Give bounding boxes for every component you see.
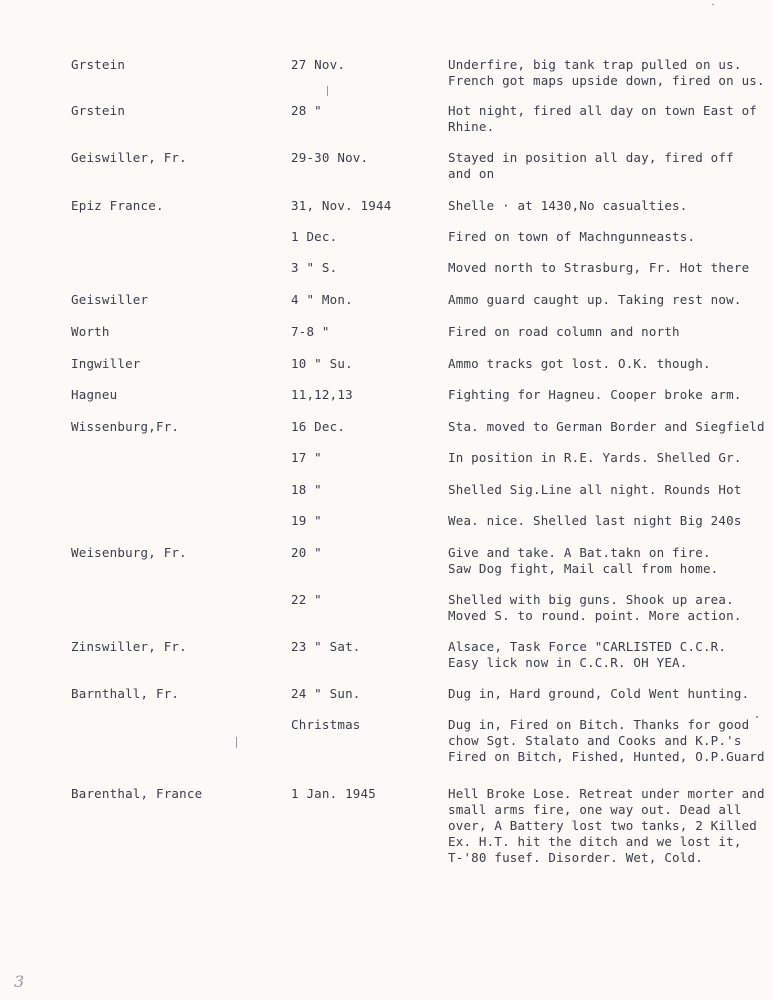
entry-notes (448, 686, 773, 702)
entry-date: 27 Nov. (291, 57, 346, 72)
entry-place: Grstein (71, 57, 126, 72)
entry-place: Epiz France. (71, 198, 164, 213)
entry-note-line: Fired on road column and north (448, 324, 680, 339)
entry-date: 7-8 " (291, 324, 330, 339)
entry-note-line: Stayed in position all day, fired off (448, 150, 734, 165)
entry-note-line: Moved north to Strasburg, Fr. Hot there (448, 260, 750, 275)
entry-note-line: Moved S. to round. point. More action. (448, 608, 742, 623)
entry-date: 24 " Sun. (291, 686, 361, 701)
entry-place: Grstein (71, 103, 126, 118)
entry-note-line: Fired on town of Machngunneasts. (448, 229, 696, 244)
entry-notes (448, 292, 773, 308)
entry-note-line: Easy lick now in C.C.R. OH YEA. (448, 655, 688, 670)
entry-note-line: Hot night, fired all day on town East of (448, 103, 758, 118)
entry-note-line: Shelle · at 1430,No casualties. (448, 198, 688, 213)
entry-note-line: Ammo guard caught up. Taking rest now. (448, 292, 742, 307)
entry-note-line: Fighting for Hagneu. Cooper broke arm. (448, 387, 742, 402)
entry-notes (448, 57, 773, 89)
entry-note-line: French got maps upside down, fired on us. (448, 73, 765, 88)
entry-notes (448, 324, 773, 340)
entry-note-line: Dug in, Hard ground, Cold Went hunting. (448, 686, 750, 701)
entry-date: 17 " (291, 450, 322, 465)
entry-note-line: Hell Broke Lose. Retreat under morter and (448, 786, 765, 801)
entry-note-line: Ex. H.T. hit the ditch and we lost it, (448, 834, 742, 849)
entry-note-line: small arms fire, one way out. Dead all (448, 802, 742, 817)
entry-place: Zinswiller, Fr. (71, 639, 187, 654)
entry-place: Wissenburg,Fr. (71, 419, 180, 434)
entry-note-line: chow Sgt. Stalato and Cooks and K.P.'s (448, 733, 742, 748)
entry-note-line: Give and take. A Bat.takn on fire. (448, 545, 711, 560)
entry-date: 1 Dec. (291, 229, 338, 244)
entry-date: 1 Jan. 1945 (291, 786, 376, 801)
entry-notes (448, 717, 773, 765)
entry-date: Christmas (291, 717, 361, 732)
entry-place: Ingwiller (71, 356, 141, 371)
entry-date: 3 " S. (291, 260, 338, 275)
entry-date: 31, Nov. 1944 (291, 198, 392, 213)
entry-note-line: Wea. nice. Shelled last night Big 240s (448, 513, 742, 528)
entry-notes (448, 229, 773, 245)
entry-date: 19 " (291, 513, 322, 528)
entry-notes (448, 545, 773, 577)
entry-note-line: Dug in, Fired on Bitch. Thanks for good (448, 717, 750, 732)
entry-date: 29-30 Nov. (291, 150, 369, 165)
entry-notes (448, 482, 773, 498)
entry-date: 28 " (291, 103, 322, 118)
entry-note-line: Fired on Bitch, Fished, Hunted, O.P.Guard (448, 749, 765, 764)
entry-date: 18 " (291, 482, 322, 497)
entry-date: 22 " (291, 592, 322, 607)
entry-note-line: Alsace, Task Force "CARLISTED C.C.R. (448, 639, 727, 654)
entry-notes (448, 198, 773, 214)
entry-notes (448, 450, 773, 466)
entry-notes (448, 639, 773, 671)
entry-note-line: T-'80 fusef. Disorder. Wet, Cold. (448, 850, 703, 865)
entry-place: Barnthall, Fr. (71, 686, 180, 701)
entry-notes (448, 419, 773, 435)
entry-place: Worth (71, 324, 110, 339)
entry-place: Weisenburg, Fr. (71, 545, 187, 560)
entry-notes (448, 356, 773, 372)
entry-notes (448, 786, 773, 866)
entry-notes (448, 592, 773, 624)
entry-note-line: Shelled Sig.Line all night. Rounds Hot (448, 482, 742, 497)
page-number-mark: 3 (14, 972, 25, 991)
entry-note-line: Sta. moved to German Border and Siegfield (448, 419, 765, 434)
entry-note-line: Shelled with big guns. Shook up area. (448, 592, 734, 607)
entry-date: 10 " Su. (291, 356, 353, 371)
entry-notes (448, 103, 773, 135)
entry-note-line: Underfire, big tank trap pulled on us. (448, 57, 742, 72)
entry-date: 4 " Mon. (291, 292, 353, 307)
entry-date: 11,12,13 (291, 387, 353, 402)
entry-note-line: Saw Dog fight, Mail call from home. (448, 561, 719, 576)
entry-date: 20 " (291, 545, 322, 560)
entry-notes (448, 260, 773, 276)
entry-place: Geiswiller (71, 292, 149, 307)
entry-place: Hagneu (71, 387, 118, 402)
entry-notes (448, 387, 773, 403)
entry-note-line: Ammo tracks got lost. O.K. though. (448, 356, 711, 371)
entry-note-line: Rhine. (448, 119, 495, 134)
entry-date: 23 " Sat. (291, 639, 361, 654)
entry-note-line: In position in R.E. Yards. Shelled Gr. (448, 450, 742, 465)
entry-notes (448, 513, 773, 529)
entry-notes (448, 150, 773, 182)
entry-date: 16 Dec. (291, 419, 346, 434)
entry-note-line: over, A Battery lost two tanks, 2 Killed (448, 818, 758, 833)
entry-place: Geiswiller, Fr. (71, 150, 187, 165)
entry-place: Barenthal, France (71, 786, 203, 801)
entry-note-line: and on (448, 166, 495, 181)
